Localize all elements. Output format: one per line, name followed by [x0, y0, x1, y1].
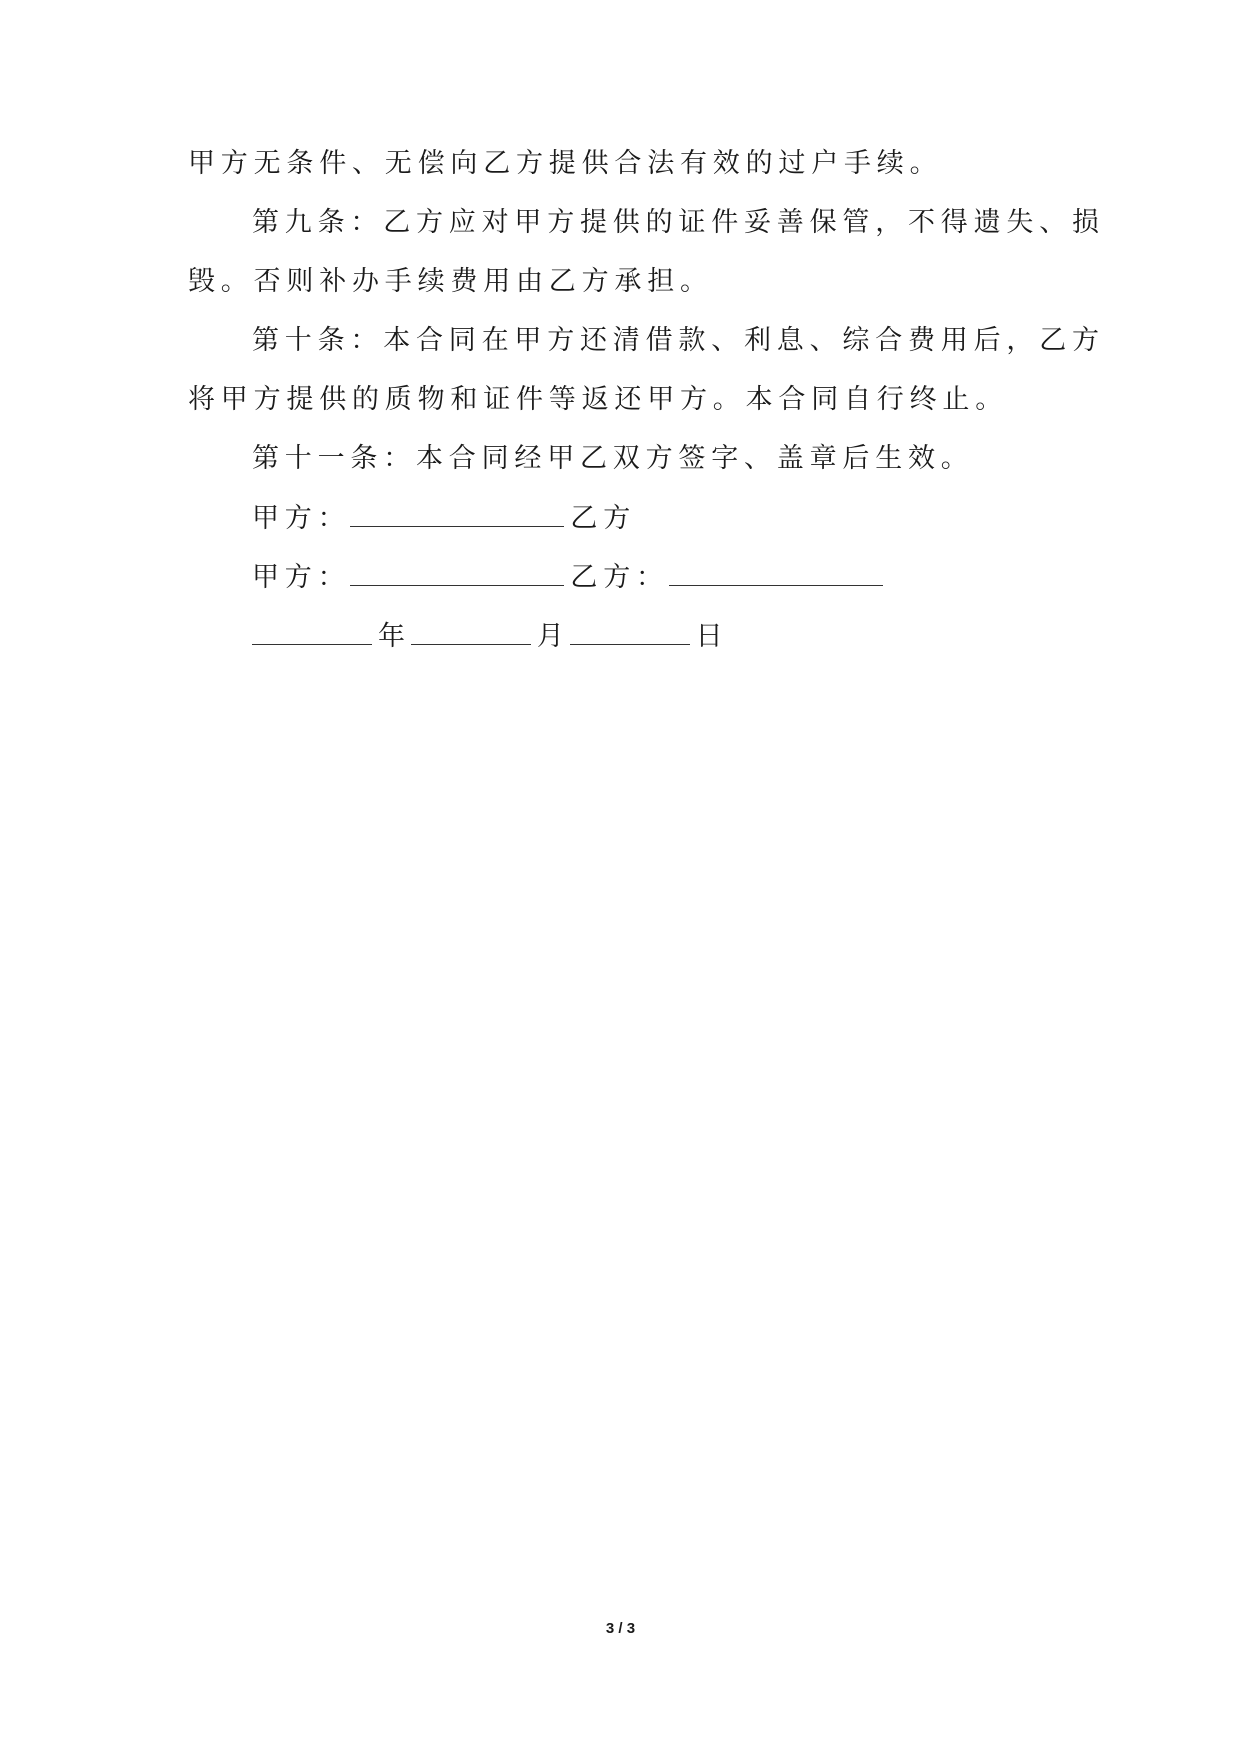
date-line	[252, 622, 728, 650]
party-a-blank	[350, 504, 564, 527]
year-blank	[252, 622, 372, 645]
paragraph-line: 第九条：乙方应对甲方提供的证件妥善保管，不得遗失、损	[252, 207, 1105, 238]
paragraph-line: 毁。否则补办手续费用由乙方承担。	[188, 266, 713, 297]
year-label: 年	[378, 621, 411, 652]
party-a-label: 甲方：	[252, 562, 351, 593]
party-a-blank	[350, 563, 564, 586]
paragraph-line: 将甲方提供的质物和证件等返还甲方。本合同自行终止。	[188, 384, 1008, 415]
month-label: 月	[536, 621, 570, 652]
party-a-label: 甲方：	[252, 503, 351, 534]
signature-line	[252, 504, 636, 532]
party-b-blank	[669, 563, 883, 586]
paragraph-line: 第十一条：本合同经甲乙双方签字、盖章后生效。	[252, 443, 974, 474]
day-label: 日	[695, 621, 729, 652]
party-b-label: 乙方：	[570, 562, 669, 593]
party-b-label: 乙方	[570, 503, 637, 534]
paragraph-line: 第十条：本合同在甲方还清借款、利息、综合费用后，乙方	[252, 325, 1105, 356]
signature-line	[252, 563, 889, 591]
page-number: 3 / 3	[605, 1620, 636, 1637]
paragraph-line: 甲方无条件、无偿向乙方提供合法有效的过户手续。	[188, 148, 943, 179]
month-blank	[411, 622, 531, 645]
day-blank	[570, 622, 690, 645]
